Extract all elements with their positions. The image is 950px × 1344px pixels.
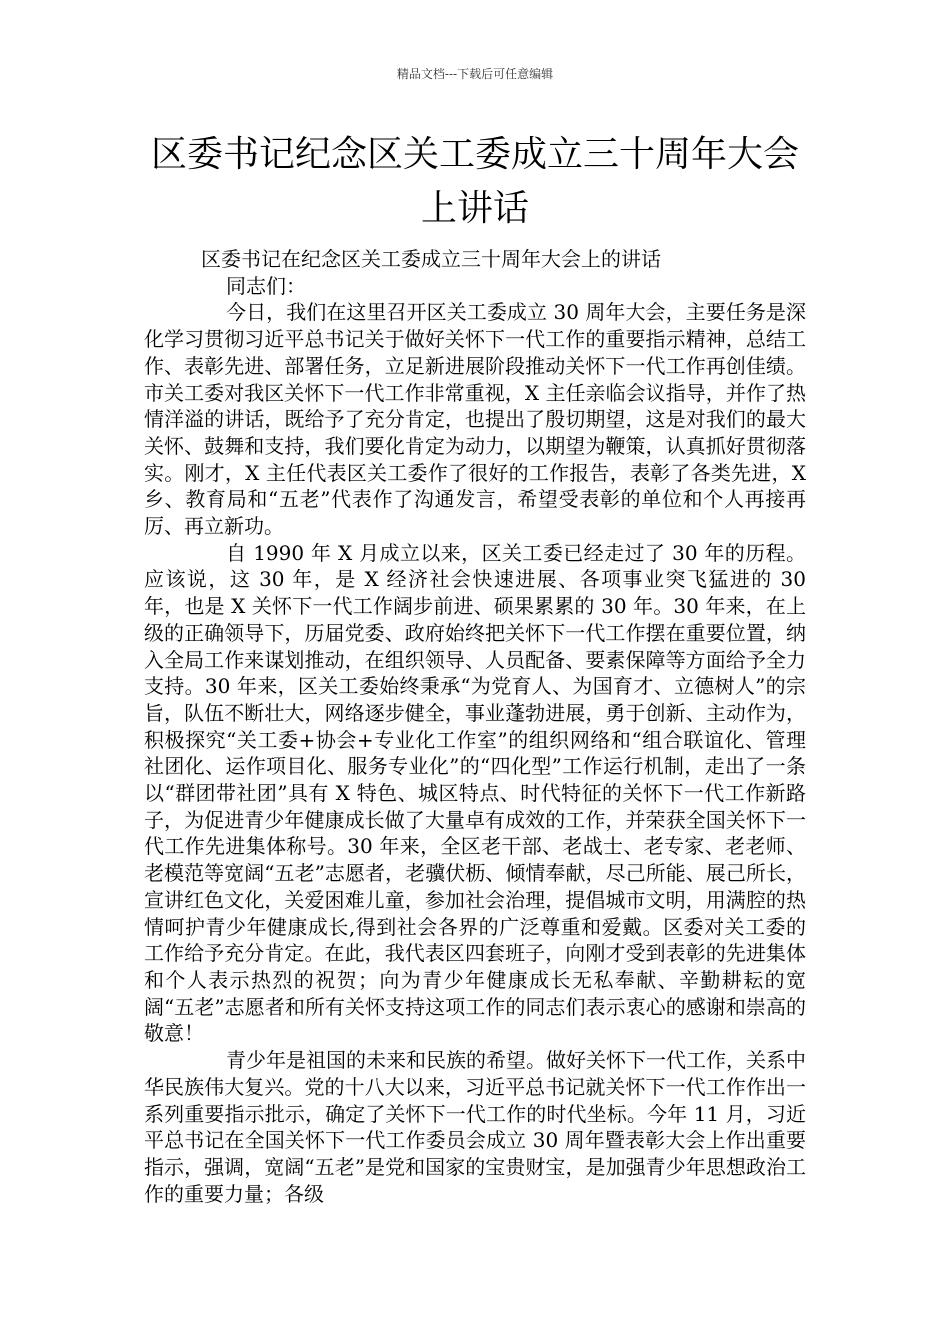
- salutation: 同志们：: [226, 273, 306, 298]
- body-paragraph: 今日，我们在这里召开区关工委成立 30 周年大会，主要任务是深化学习贯彻习近平总书记关于做好关怀下一代工作的重要指示精神，总结工作、表彰先进、部署任务，立足新进展阶段推动关怀下一代工作再创佳绩。市关工委对我区关怀下一代工作非常重视，X 主任亲临会议指导，并作了热情洋溢的讲话，既给予了充分肯定，也提出了殷切期望，这是对我们的最大关怀、鼓舞和支持，我们要化肯定为动力，以期望为鞭策，认真抓好贯彻落实。刚才，X 主任代表区关工委作了很好的工作报告，表彰了各类先进，X 乡、教育局和“五老”代表作了沟通发言，希望受表彰的单位和个人再接再厉、再立新功。: [144, 300, 806, 539]
- document-subtitle: 区委书记在纪念区关工委成立三十周年大会上的讲话: [201, 247, 661, 271]
- header-note: 精品文档---下载后可任意编辑: [396, 67, 554, 81]
- body-paragraph: 青少年是祖国的未来和民族的希望。做好关怀下一代工作，关系中华民族伟大复兴。党的十八大以来，习近平总书记就关怀下一代工作作出一系列重要指示批示，确定了关怀下一代工作的时代坐标。今年 11 月，习近平总书记在全国关怀下一代工作委员会成立 30 周年暨表彰大会上作出重要指示，强调，宽阔“五老”是党和国家的宝贵财宝，是加强青少年思想政治工作的重要力量；各级: [144, 1048, 806, 1206]
- body-paragraph: 自 1990 年 X 月成立以来，区关工委已经走过了 30 年的历程。应该说，这 30 年，是 X 经济社会快速进展、各项事业突飞猛进的 30 年，也是 X 关怀下一代工作阔步前进、硕果累累的 30 年。30 年来，在上级的正确领导下，历届党委、政府始终把关怀下一代工作摆在重要位置，纳入全局工作来谋划推动，在组织领导、人员配备、要素保障等方面给予全力支持。30 年来，区关工委始终秉承“为党育人、为国育才、立德树人”的宗旨，队伍不断壮大，网络逐步健全，事业蓬勃进展，勇于创新、主动作为，积极探究“关工委+协会+专业化工作室”的组织网络和“组合联谊化、管理社团化、运作项目化、服务专业化”的“四化型”工作运行机制，走出了一条以“群团带社团”具有 X 特色、城区特点、时代特征的关怀下一代工作新路子，为促进青少年健康成长做了大量卓有成效的工作，并荣获全国关怀下一代工作先进集体称号。30 年来，全区老干部、老战士、老专家、老老师、老模范等宽阔“五老”志愿者，老骥伏枥、倾情奉献，尽己所能、展己所长，宣讲红色文化，关爱困难儿童，参加社会治理，提倡城市文明，用满腔的热情呵护青少年健康成长,得到社会各界的广泛尊重和爱戴。区委对关工委的工作给予充分肯定。在此，我代表区四套班子，向刚才受到表彰的先进集体和个人表示热烈的祝贺；向为青少年健康成长无私奉献、辛勤耕耘的宽阔“五老”志愿者和所有关怀支持这项工作的同志们表示衷心的感谢和崇高的敬意！: [144, 540, 806, 1046]
- document-title: 区委书记纪念区关工委成立三十周年大会上讲话: [150, 134, 799, 229]
- document-body: [144, 246, 806, 1207]
